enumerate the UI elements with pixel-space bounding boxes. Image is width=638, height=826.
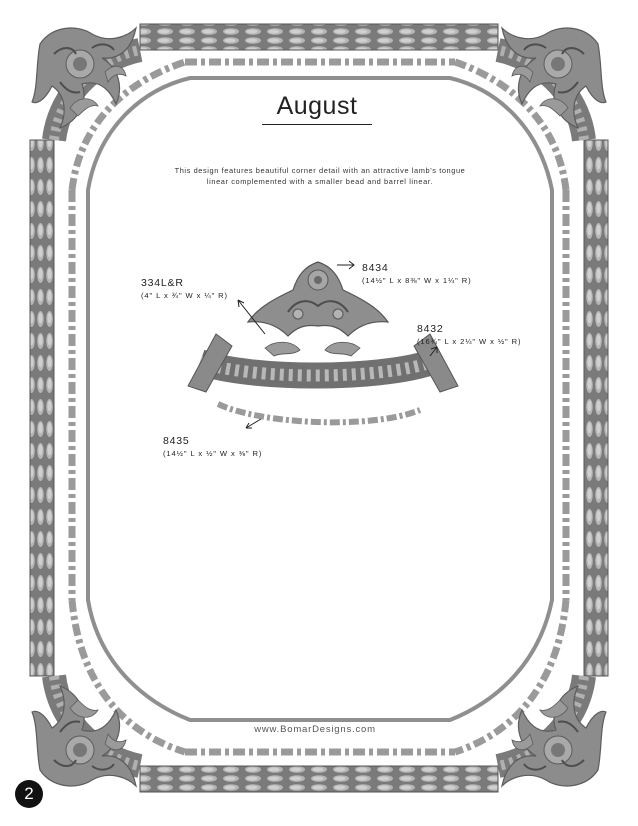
outer-molding [30,24,608,792]
product-dims: (16¾" L x 2¼" W x ½" R) [417,337,522,346]
applique-334-left [265,342,300,356]
product-code: 334L&R [141,277,184,289]
applique-334-right [325,342,360,356]
product-label-8432 [417,323,521,346]
website-link[interactable]: www.BomarDesigns.com [254,724,376,735]
product-code: 8434 [362,262,389,274]
product-dims: (4" L x ¾" W x ¼" R) [141,291,228,300]
product-code: 8435 [163,435,190,447]
product-label-334lr [141,277,228,300]
product-dims: (14½" L x 8⅜" W x 1¼" R) [362,276,472,285]
product-code: 8432 [417,323,444,335]
product-label-8435 [163,435,262,458]
intro-text: This design features beautiful corner detail with an attractive lamb's tongue linear complemented with a smaller bead and barrel linear. [174,166,466,186]
corner-ornament-image [32,24,606,790]
corner-arcs [54,50,584,766]
page-number-badge: 2 [15,780,43,808]
product-label-8434 [362,262,472,285]
page-title: August [276,92,358,120]
title-underline [262,124,372,125]
product-dims: (14½" L x ½" W x ⅜" R) [163,449,263,458]
bead-8435 [218,404,420,422]
